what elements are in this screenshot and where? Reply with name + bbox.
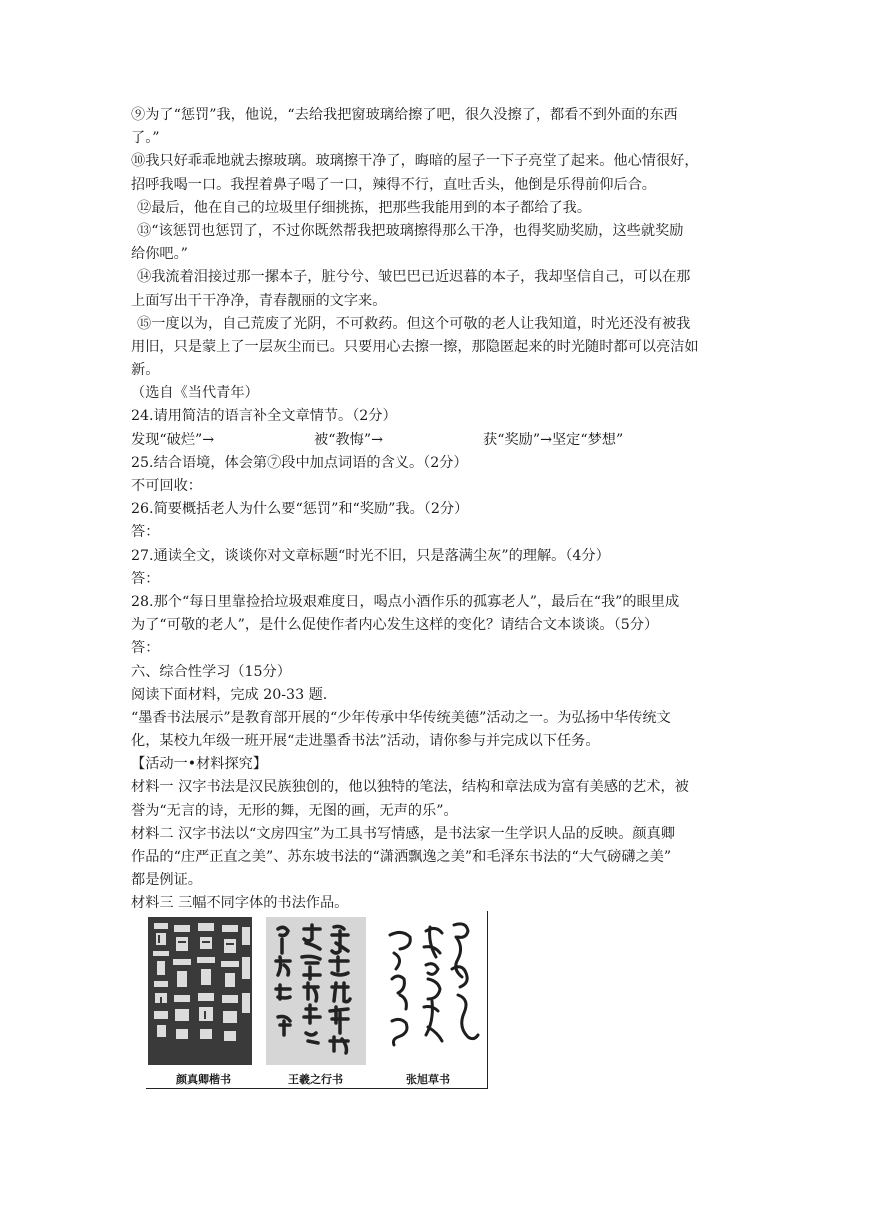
question-28-line-1: 28.那个“每日里靠捡拾垃圾艰难度日，喝点小酒作乐的孤寡老人”，最后在“我”的眼里成 <box>131 593 680 610</box>
question-24: 24.请用简洁的语言补全文章情节。（2分） <box>131 408 397 425</box>
question-27-answer: 答： <box>131 570 160 587</box>
material-2-line-3: 都是例证。 <box>131 872 202 889</box>
paragraph-10-line-1: ⑩我只好乖乖地就去擦玻璃。玻璃擦干净了，晦暗的屋子一下子亮堂了起来。他心情很好， <box>131 153 699 170</box>
paragraph-9-line-1: ⑨为了“惩罚”我，他说，“去给我把窗玻璃给擦了吧，很久没擦了，都看不到外面的东西 <box>131 107 678 123</box>
question-26: 26.简要概括老人为什么要“惩罚”和“奖励”我。（2分） <box>131 501 469 518</box>
plot-step-1: 发现“破烂”→ <box>131 431 215 448</box>
material-2-line-1: 材料二 汉字书法以“文房四宝”为工具书写情感，是书法家一生学识人品的反映。颜真卿 <box>131 825 675 842</box>
question-27: 27.通读全文，谈谈你对文章标题“时光不旧，只是落满尘灰”的理解。（4分） <box>131 547 610 564</box>
caoshu-image <box>382 917 482 1065</box>
question-28-answer: 答： <box>131 640 160 657</box>
section-6-desc-line-2: 化，某校九年级一班开展“走进墨香书法”活动，请你参与并完成以下任务。 <box>131 733 600 750</box>
activity-1-heading: 【活动一•材料探究】 <box>131 756 268 773</box>
paragraph-13-line-1: ⑬“该惩罚也惩罚了，不过你既然帮我把玻璃擦得那么干净，也得奖励奖励，这些就奖励 <box>137 222 684 239</box>
paragraph-14-line-2: 上面写出干干净净，青春靓丽的文字来。 <box>131 292 387 309</box>
calligraphy-kaishu-rubbing <box>148 917 252 1086</box>
section-6-title: 六、综合性学习（15分） <box>131 663 291 680</box>
paragraph-15-line-1: ⑮一度以为，自己荒废了光阴，不可救药。但这个可敬的老人让我知道，时光还没有被我 <box>137 315 691 332</box>
material-2-line-2: 作品的“庄严正直之美”、苏东坡书法的“潇洒飘逸之美”和毛泽东书法的“大气磅礴之美” <box>131 849 672 865</box>
calligraphy-xingshu <box>266 917 366 1086</box>
material-1-line-2: 誉为“无言的诗，无形的舞，无图的画，无声的乐”。 <box>131 802 458 819</box>
material-3: 材料三 三幅不同字体的书法作品。 <box>131 895 349 912</box>
calligraphy-caoshu <box>382 917 482 1086</box>
paragraph-15-line-2: 用旧，只是蒙上了一层灰尘而已。只要用心去擦一擦，那隐匿起来的时光随时都可以亮洁如 <box>131 338 699 355</box>
question-28-line-2: 为了“可敬的老人”，是什么促使作者内心发生这样的变化？请结合文本谈谈。（5分） <box>131 617 659 634</box>
article-body <box>131 104 771 916</box>
xingshu-image <box>266 917 366 1065</box>
section-6-intro: 阅读下面材料，完成 20-33 题. <box>131 686 328 703</box>
source-note: （选自《当代青年） <box>131 385 259 402</box>
question-24-plot-chain <box>131 429 771 452</box>
plot-step-3: 获“奖励”→坚定“梦想” <box>483 431 624 448</box>
section-6-desc-line-1: “墨香书法展示”是教育部开展的“少年传承中华传统美德”活动之一。为弘扬中华传统文 <box>131 709 671 726</box>
caption-wang-xizhi: 王羲之行书 <box>288 1073 343 1086</box>
paragraph-15-line-3: 新。 <box>131 362 160 379</box>
caption-yan-zhenqing: 颜真卿楷书 <box>176 1073 231 1086</box>
question-26-answer: 答： <box>131 524 160 541</box>
caption-zhang-xu: 张旭草书 <box>406 1073 450 1086</box>
calligraphy-figure <box>146 911 488 1089</box>
material-1-line-1: 材料一 汉字书法是汉民族独创的，他以独特的笔法，结构和章法成为富有美感的艺术，被 <box>131 779 689 796</box>
kaishu-rubbing-image <box>148 917 252 1065</box>
paragraph-9-line-2: 了。” <box>131 130 160 147</box>
paragraph-14-line-1: ⑭我流着泪接过那一摞本子，脏兮兮、皱巴巴已近迟暮的本子，我却坚信自己，可以在那 <box>137 269 691 286</box>
paragraph-12: ⑫最后，他在自己的垃圾里仔细挑拣，把那些我能用到的本子都给了我。 <box>137 199 592 216</box>
plot-step-2: 被“教悔”→ <box>314 431 383 448</box>
paragraph-10-line-2: 招呼我喝一口。我捏着鼻子喝了一口，辣得不行，直吐舌头，他倒是乐得前仰后合。 <box>131 176 656 193</box>
paragraph-13-line-2: 给你吧。” <box>131 246 188 263</box>
question-25: 25.结合语境，体会第⑦段中加点词语的含义。（2分） <box>131 454 468 471</box>
question-25-answer: 不可回收： <box>131 478 202 494</box>
